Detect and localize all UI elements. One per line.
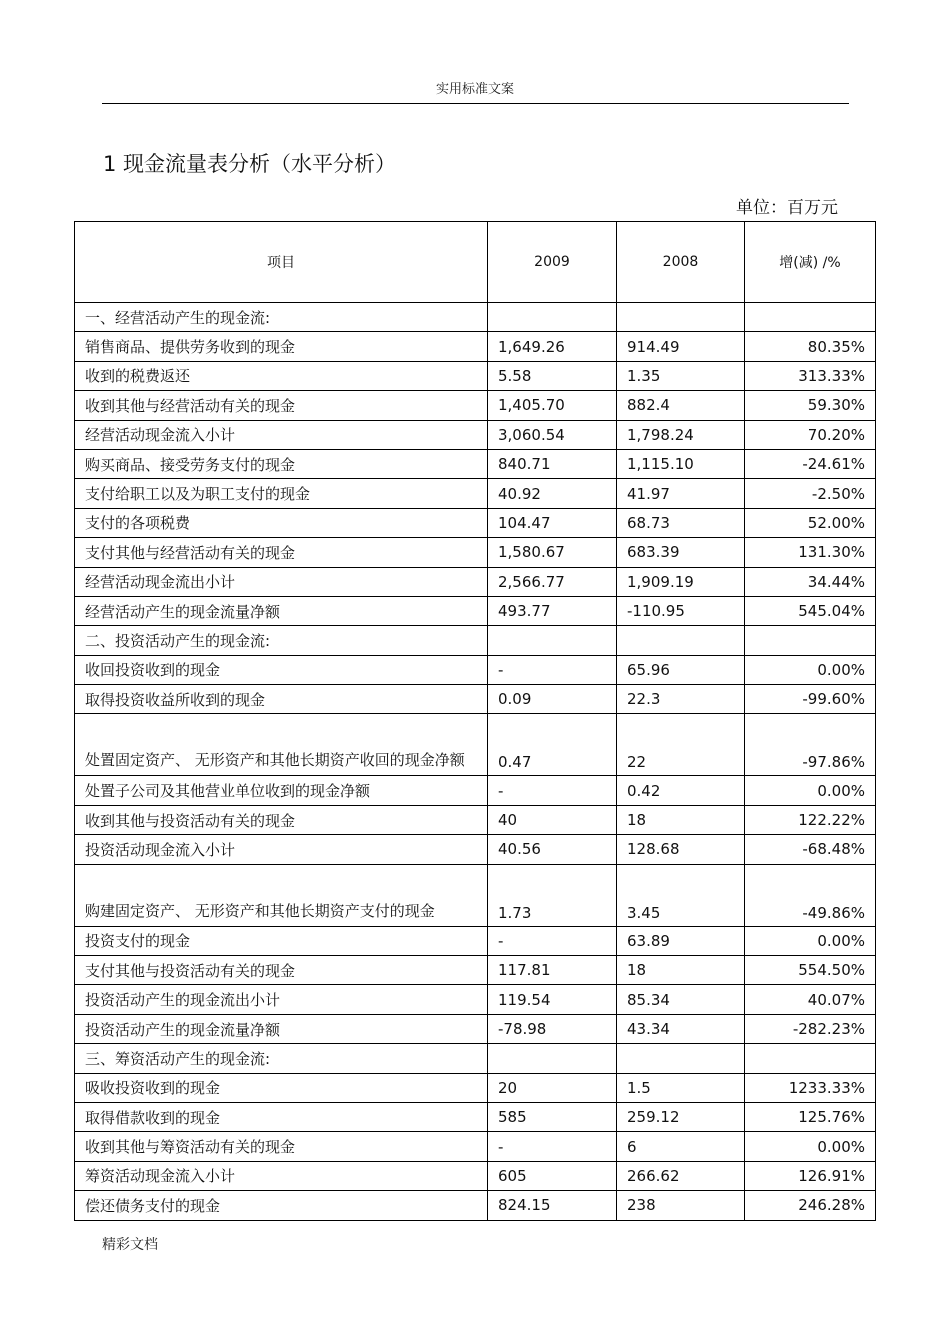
row-2009-cell: 40: [488, 805, 617, 834]
header-divider: [102, 103, 849, 104]
row-2008-cell: 18: [617, 956, 745, 985]
row-2008-cell: [617, 1044, 745, 1073]
row-2008-cell: 18: [617, 805, 745, 834]
row-2008-cell: 1,798.24: [617, 420, 745, 449]
row-2009-cell: 40.92: [488, 479, 617, 508]
row-2009-cell: 3,060.54: [488, 420, 617, 449]
row-2009-cell: 119.54: [488, 985, 617, 1014]
table-row: [75, 926, 876, 955]
table-row: [75, 1102, 876, 1131]
row-2008-cell: 266.62: [617, 1161, 745, 1190]
table-row: [75, 956, 876, 985]
row-2009-cell: 0.09: [488, 685, 617, 714]
column-header-item: 项目: [75, 222, 488, 303]
row-2008-cell: 1,115.10: [617, 449, 745, 478]
row-change-cell: 52.00%: [745, 508, 876, 537]
row-2008-cell: [617, 626, 745, 655]
row-2008-cell: 22: [617, 714, 745, 776]
row-item-cell: 经营活动现金流出小计: [75, 567, 488, 596]
table-body: [75, 303, 876, 1221]
column-header-change: 增(减) /%: [745, 222, 876, 303]
row-change-cell: 313.33%: [745, 361, 876, 390]
table-row: [75, 835, 876, 864]
page-title: 1 现金流量表分析（水平分析）: [103, 152, 397, 176]
table-row: [75, 1014, 876, 1043]
row-2009-cell: 2,566.77: [488, 567, 617, 596]
row-item-cell: 收回投资收到的现金: [75, 655, 488, 684]
row-2008-cell: [617, 303, 745, 332]
row-item-cell: 取得借款收到的现金: [75, 1102, 488, 1131]
row-item-cell: 支付的各项税费: [75, 508, 488, 537]
row-change-cell: -97.86%: [745, 714, 876, 776]
row-2009-cell: 1,405.70: [488, 391, 617, 420]
table-row: [75, 538, 876, 567]
row-2008-cell: 68.73: [617, 508, 745, 537]
table-row: [75, 1132, 876, 1161]
row-change-cell: 0.00%: [745, 1132, 876, 1161]
row-item-cell: 投资活动产生的现金流量净额: [75, 1014, 488, 1043]
row-item-cell: 支付其他与投资活动有关的现金: [75, 956, 488, 985]
row-2009-cell: -78.98: [488, 1014, 617, 1043]
table-row: [75, 332, 876, 361]
row-2008-cell: 238: [617, 1191, 745, 1220]
row-item-cell: 取得投资收益所收到的现金: [75, 685, 488, 714]
row-2009-cell: [488, 626, 617, 655]
row-change-cell: -49.86%: [745, 864, 876, 926]
table-row: [75, 714, 876, 776]
row-2009-cell: 117.81: [488, 956, 617, 985]
row-2009-cell: 40.56: [488, 835, 617, 864]
table-row: [75, 567, 876, 596]
row-change-cell: 122.22%: [745, 805, 876, 834]
row-2008-cell: 914.49: [617, 332, 745, 361]
table-row: [75, 479, 876, 508]
table-row: [75, 1044, 876, 1073]
row-2008-cell: 1.5: [617, 1073, 745, 1102]
row-change-cell: -24.61%: [745, 449, 876, 478]
row-item-cell: 处置固定资产、 无形资产和其他长期资产收回的现金净额: [75, 714, 488, 776]
row-2008-cell: 683.39: [617, 538, 745, 567]
column-header-2009: 2009: [488, 222, 617, 303]
row-2008-cell: 3.45: [617, 864, 745, 926]
row-2009-cell: -: [488, 926, 617, 955]
row-item-cell: 筹资活动现金流入小计: [75, 1161, 488, 1190]
row-change-cell: 131.30%: [745, 538, 876, 567]
row-item-cell: 收到的税费返还: [75, 361, 488, 390]
table-row: [75, 303, 876, 332]
row-change-cell: 70.20%: [745, 420, 876, 449]
row-item-cell: 购建固定资产、 无形资产和其他长期资产支付的现金: [75, 864, 488, 926]
row-item-cell: 吸收投资收到的现金: [75, 1073, 488, 1102]
row-item-cell: 收到其他与投资活动有关的现金: [75, 805, 488, 834]
row-change-cell: 246.28%: [745, 1191, 876, 1220]
row-item-cell: 支付其他与经营活动有关的现金: [75, 538, 488, 567]
table-row: [75, 655, 876, 684]
row-change-cell: -99.60%: [745, 685, 876, 714]
table-row: [75, 985, 876, 1014]
row-2008-cell: 43.34: [617, 1014, 745, 1043]
table-row: [75, 1073, 876, 1102]
row-change-cell: -68.48%: [745, 835, 876, 864]
row-change-cell: [745, 626, 876, 655]
row-change-cell: -2.50%: [745, 479, 876, 508]
table-row: [75, 864, 876, 926]
row-item-cell: 收到其他与筹资活动有关的现金: [75, 1132, 488, 1161]
row-change-cell: 126.91%: [745, 1161, 876, 1190]
row-2009-cell: 0.47: [488, 714, 617, 776]
row-change-cell: [745, 1044, 876, 1073]
row-item-cell: 收到其他与经营活动有关的现金: [75, 391, 488, 420]
row-item-cell: 经营活动现金流入小计: [75, 420, 488, 449]
table-row: [75, 596, 876, 625]
row-change-cell: 34.44%: [745, 567, 876, 596]
row-change-cell: 80.35%: [745, 332, 876, 361]
table-row: [75, 805, 876, 834]
row-2009-cell: [488, 303, 617, 332]
row-2008-cell: 63.89: [617, 926, 745, 955]
table-row: [75, 420, 876, 449]
row-2008-cell: 1.35: [617, 361, 745, 390]
row-item-cell: 三、筹资活动产生的现金流:: [75, 1044, 488, 1073]
page-header: 实用标准文案: [435, 82, 514, 97]
page-footer: 精彩文档: [102, 1237, 158, 1253]
unit-label: 单位：百万元: [736, 198, 838, 218]
row-item-cell: 购买商品、接受劳务支付的现金: [75, 449, 488, 478]
row-2008-cell: 1,909.19: [617, 567, 745, 596]
row-change-cell: [745, 303, 876, 332]
row-2009-cell: 824.15: [488, 1191, 617, 1220]
table-row: [75, 361, 876, 390]
column-header-2008: 2008: [617, 222, 745, 303]
row-item-cell: 支付给职工以及为职工支付的现金: [75, 479, 488, 508]
row-2008-cell: 259.12: [617, 1102, 745, 1131]
table-row: [75, 449, 876, 478]
row-2009-cell: 1.73: [488, 864, 617, 926]
row-2009-cell: 1,580.67: [488, 538, 617, 567]
row-item-cell: 投资支付的现金: [75, 926, 488, 955]
row-2008-cell: 22.3: [617, 685, 745, 714]
table-row: [75, 776, 876, 805]
table-row: [75, 685, 876, 714]
row-change-cell: 545.04%: [745, 596, 876, 625]
row-2009-cell: -: [488, 1132, 617, 1161]
row-2009-cell: 20: [488, 1073, 617, 1102]
row-2008-cell: 41.97: [617, 479, 745, 508]
row-2008-cell: 6: [617, 1132, 745, 1161]
row-change-cell: 0.00%: [745, 926, 876, 955]
table-row: [75, 1191, 876, 1220]
row-2008-cell: 128.68: [617, 835, 745, 864]
table-row: [75, 1161, 876, 1190]
row-2009-cell: [488, 1044, 617, 1073]
row-2009-cell: 493.77: [488, 596, 617, 625]
table-row: [75, 391, 876, 420]
row-2009-cell: 840.71: [488, 449, 617, 478]
row-change-cell: 125.76%: [745, 1102, 876, 1131]
row-item-cell: 偿还债务支付的现金: [75, 1191, 488, 1220]
row-change-cell: 59.30%: [745, 391, 876, 420]
row-2009-cell: 104.47: [488, 508, 617, 537]
row-2009-cell: -: [488, 655, 617, 684]
cash-flow-table: [74, 221, 876, 1221]
row-2008-cell: 882.4: [617, 391, 745, 420]
row-change-cell: 0.00%: [745, 776, 876, 805]
row-item-cell: 销售商品、提供劳务收到的现金: [75, 332, 488, 361]
row-2008-cell: 65.96: [617, 655, 745, 684]
row-2009-cell: 1,649.26: [488, 332, 617, 361]
row-2009-cell: 585: [488, 1102, 617, 1131]
row-2009-cell: -: [488, 776, 617, 805]
row-item-cell: 二、投资活动产生的现金流:: [75, 626, 488, 655]
row-2009-cell: 605: [488, 1161, 617, 1190]
row-change-cell: 40.07%: [745, 985, 876, 1014]
row-2008-cell: 85.34: [617, 985, 745, 1014]
row-change-cell: -282.23%: [745, 1014, 876, 1043]
row-2008-cell: 0.42: [617, 776, 745, 805]
row-item-cell: 投资活动产生的现金流出小计: [75, 985, 488, 1014]
table-row: [75, 626, 876, 655]
table-row: [75, 508, 876, 537]
row-change-cell: 1233.33%: [745, 1073, 876, 1102]
row-item-cell: 投资活动现金流入小计: [75, 835, 488, 864]
row-item-cell: 处置子公司及其他营业单位收到的现金净额: [75, 776, 488, 805]
row-change-cell: 0.00%: [745, 655, 876, 684]
row-change-cell: 554.50%: [745, 956, 876, 985]
table-header-row: [75, 222, 876, 303]
row-item-cell: 一、经营活动产生的现金流:: [75, 303, 488, 332]
row-item-cell: 经营活动产生的现金流量净额: [75, 596, 488, 625]
row-2008-cell: -110.95: [617, 596, 745, 625]
row-2009-cell: 5.58: [488, 361, 617, 390]
